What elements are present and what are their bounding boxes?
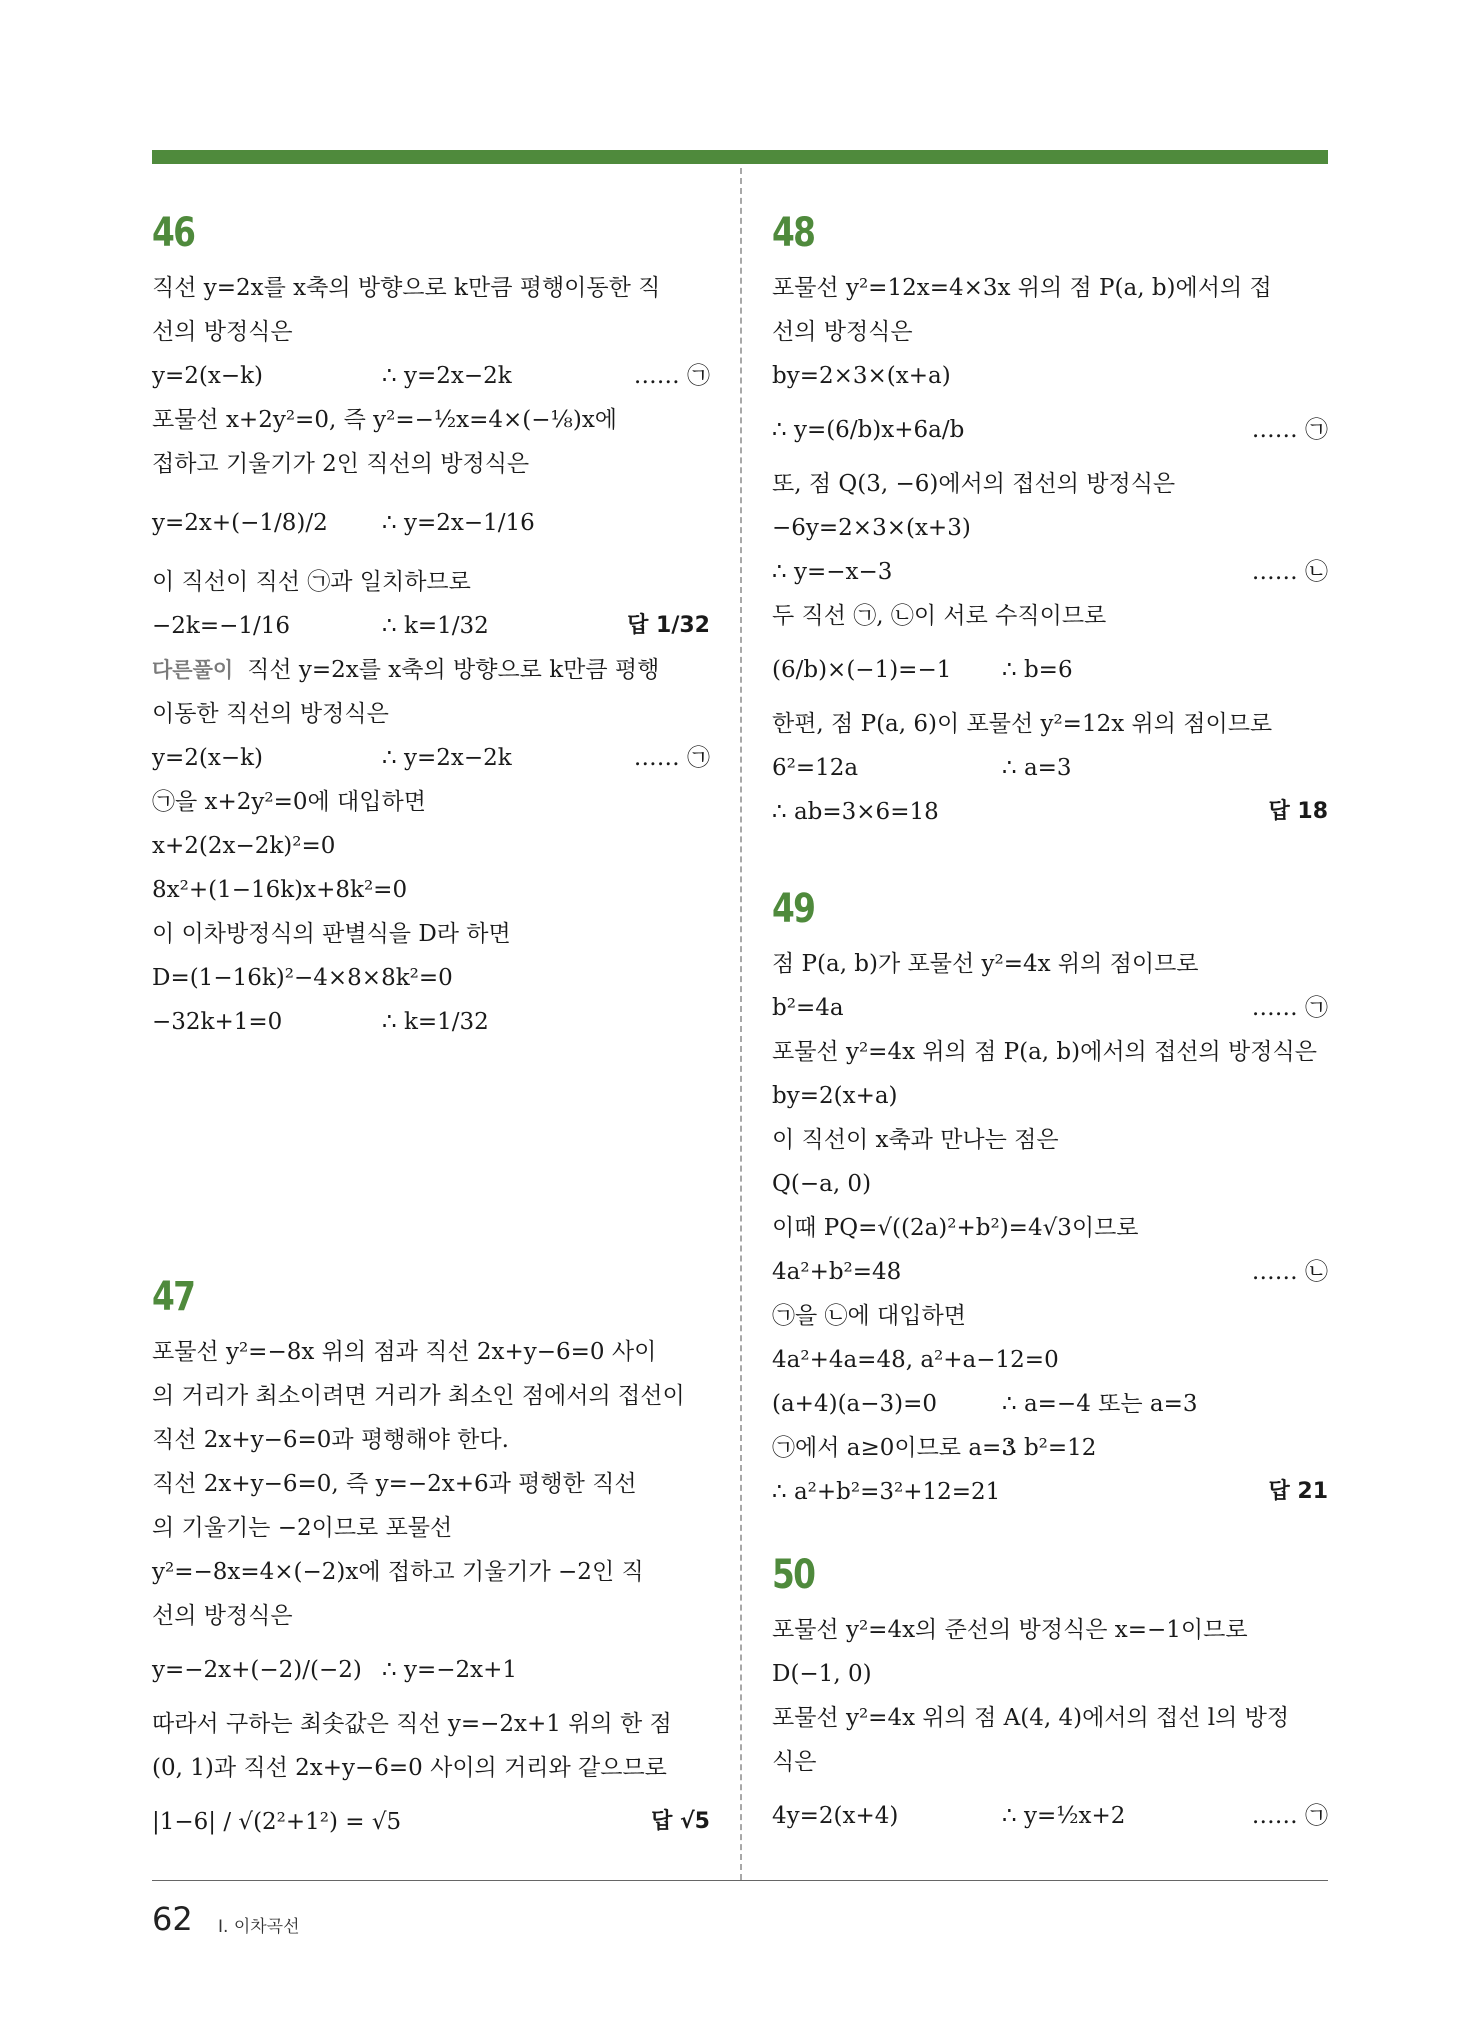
problem-number: 48: [772, 210, 815, 256]
line-text: 포물선 y²=12x=4×3x 위의 점 P(a, b)에서의 접: [772, 275, 1272, 301]
line-text: 포물선 y²=4x 위의 점 A(4, 4)에서의 접선 l의 방정: [772, 1705, 1290, 1731]
line-conclusion: ∴ a=−4 또는 a=3: [1002, 1391, 1198, 1417]
line-text: Q(−a, 0): [772, 1171, 872, 1197]
solution-line: [772, 638, 1328, 702]
line-text: x+2(2x−2k)²=0: [152, 833, 336, 859]
line-conclusion: ∴ y=2x−2k: [382, 363, 512, 389]
line-text: ㉠을 ㉡에 대입하면: [772, 1303, 966, 1329]
solution-line: [152, 310, 710, 354]
solution-line: [152, 1594, 710, 1638]
solution-line: [152, 560, 710, 604]
line-text: 의 거리가 최소이려면 거리가 최소인 점에서의 접선이: [152, 1383, 685, 1409]
line-text: ∴ ab=3×6=18: [772, 799, 939, 825]
line-text: y=2x+(−1/8)/2: [152, 510, 328, 536]
line-conclusion: ∴ y=2x−1/16: [382, 510, 535, 536]
problem-49: [772, 884, 1328, 1514]
line-conclusion: ∴ y=½x+2: [1002, 1803, 1126, 1829]
solution-line: [772, 1074, 1328, 1118]
line-text: 4a²+4a=48, a²+a−12=0: [772, 1347, 1059, 1373]
answer: 답 √5: [651, 1809, 710, 1834]
solution-line: [772, 1294, 1328, 1338]
solution-line: [152, 1000, 710, 1044]
solution-line: [152, 1638, 710, 1702]
line-text: 식은: [772, 1749, 817, 1775]
line-text: by=2(x+a): [772, 1083, 898, 1109]
line-text: 직선 y=2x를 x축의 방향으로 k만큼 평행이동한 직: [152, 275, 661, 301]
solution-line: [152, 736, 710, 780]
line-text: 포물선 x+2y²=0, 즉 y²=−½x=4×(−⅛)x에: [152, 407, 618, 433]
solution-line: [772, 462, 1328, 506]
line-text: ㉠에서 a≥0이므로 a=3: [772, 1435, 1016, 1461]
line-text: ∴ y=−x−3: [772, 559, 893, 585]
equation-marker: …… ㉡: [1251, 1259, 1328, 1285]
line-text: 6²=12a: [772, 755, 859, 781]
solution-line: [772, 1652, 1328, 1696]
answer: 답 21: [1268, 1479, 1328, 1504]
line-text: 직선 2x+y−6=0, 즉 y=−2x+6과 평행한 직선: [152, 1471, 637, 1497]
problem-number: 47: [152, 1274, 195, 1320]
line-text: ㉠을 x+2y²=0에 대입하면: [152, 789, 426, 815]
equation-marker: …… ㉡: [1251, 559, 1328, 585]
solution-line: [772, 1382, 1328, 1426]
solution-line: [772, 594, 1328, 638]
line-text: 선의 방정식은: [152, 319, 293, 345]
answer: 답 18: [1268, 799, 1328, 824]
solution-line: [152, 824, 710, 868]
equation-marker: …… ㉠: [1251, 1803, 1328, 1829]
line-text: 점 P(a, b)가 포물선 y²=4x 위의 점이므로: [772, 951, 1199, 977]
line-conclusion: ∴ k=1/32: [382, 1009, 489, 1035]
solution-line: [152, 604, 710, 648]
line-text: 4y=2(x+4): [772, 1803, 899, 1829]
line-text: 직선 2x+y−6=0과 평행해야 한다.: [152, 1427, 509, 1453]
line-conclusion: ∴ a=3: [1002, 755, 1072, 781]
page-number: 62: [152, 1900, 193, 1938]
solution-line: [152, 1702, 710, 1746]
line-text: 선의 방정식은: [772, 319, 913, 345]
line-text: 또, 점 Q(3, −6)에서의 접선의 방정식은: [772, 471, 1176, 497]
solution-line: [772, 1426, 1328, 1470]
solution-line: [772, 1206, 1328, 1250]
line-text: (6/b)×(−1)=−1: [772, 657, 952, 683]
line-text: 두 직선 ㉠, ㉡이 서로 수직이므로: [772, 603, 1107, 629]
solution-line: [152, 442, 710, 486]
solution-line: [772, 266, 1328, 310]
line-text: 이때 PQ=√((2a)²+b²)=4√3이므로: [772, 1215, 1139, 1241]
solution-line: [152, 912, 710, 956]
equation-marker: …… ㉠: [1251, 995, 1328, 1021]
line-text: y=−2x+(−2)/(−2): [152, 1657, 362, 1683]
line-text: 따라서 구하는 최솟값은 직선 y=−2x+1 위의 한 점: [152, 1711, 672, 1737]
footer-rule: [152, 1880, 1328, 1881]
line-text: −6y=2×3×(x+3): [772, 515, 971, 541]
line-text: 포물선 y²=4x의 준선의 방정식은 x=−1이므로: [772, 1617, 1248, 1643]
line-text: 포물선 y²=4x 위의 점 P(a, b)에서의 접선의 방정식은: [772, 1039, 1317, 1065]
top-accent-bar: [152, 150, 1328, 164]
line-conclusion: ∴ y=−2x+1: [382, 1657, 517, 1683]
line-conclusion: ∴ y=2x−2k: [382, 745, 512, 771]
solution-line: [152, 692, 710, 736]
solution-line: [152, 1374, 710, 1418]
problem-47: [152, 1272, 710, 1854]
line-text: 이 직선이 직선 ㉠과 일치하므로: [152, 569, 471, 595]
line-conclusion: ∴ b²=12: [1002, 1435, 1097, 1461]
chapter-label: Ⅰ. 이차곡선: [218, 1917, 300, 1937]
solution-line: [152, 1550, 710, 1594]
solution-line: [772, 1608, 1328, 1652]
line-text: 포물선 y²=−8x 위의 점과 직선 2x+y−6=0 사이: [152, 1339, 657, 1365]
line-text: 선의 방정식은: [152, 1603, 293, 1629]
line-text: y=2(x−k): [152, 745, 264, 771]
solution-line: [152, 486, 710, 560]
solution-line: [152, 780, 710, 824]
solution-line: [772, 398, 1328, 462]
line-text: D=(1−16k)²−4×8×8k²=0: [152, 965, 453, 991]
line-text: 의 기울기는 −2이므로 포물선: [152, 1515, 453, 1541]
solution-line: [772, 790, 1328, 834]
solution-line: [152, 1790, 710, 1854]
problem-48: [772, 208, 1328, 834]
line-text: b²=4a: [772, 995, 844, 1021]
solution-line: [772, 1740, 1328, 1784]
line-text: 8x²+(1−16k)x+8k²=0: [152, 877, 408, 903]
line-text: 접하고 기울기가 2인 직선의 방정식은: [152, 451, 530, 477]
line-text: 이동한 직선의 방정식은: [152, 701, 389, 727]
solution-line: [772, 942, 1328, 986]
solution-line: [772, 1470, 1328, 1514]
solution-line: [772, 1030, 1328, 1074]
solution-line: [152, 868, 710, 912]
line-text: (0, 1)과 직선 2x+y−6=0 사이의 거리와 같으므로: [152, 1755, 667, 1781]
problem-50: [772, 1550, 1328, 1848]
line-text: ∴ a²+b²=3²+12=21: [772, 1479, 1001, 1505]
line-text: 직선 y=2x를 x축의 방향으로 k만큼 평행: [247, 657, 660, 683]
line-text: ∴ y=(6/b)x+6a/b: [772, 417, 965, 443]
line-text: −2k=−1/16: [152, 613, 291, 639]
line-text: 4a²+b²=48: [772, 1259, 902, 1285]
line-text: 이 직선이 x축과 만나는 점은: [772, 1127, 1059, 1153]
solution-line: [152, 1418, 710, 1462]
solution-line: [152, 354, 710, 398]
solution-line: [772, 746, 1328, 790]
solution-line: [772, 550, 1328, 594]
equation-marker: …… ㉠: [633, 363, 710, 389]
line-text: by=2×3×(x+a): [772, 363, 951, 389]
line-text: (a+4)(a−3)=0: [772, 1391, 938, 1417]
line-text: 한편, 점 P(a, 6)이 포물선 y²=12x 위의 점이므로: [772, 711, 1273, 737]
line-conclusion: ∴ k=1/32: [382, 613, 489, 639]
line-conclusion: ∴ b=6: [1002, 657, 1073, 683]
line-text: |1−6| / √(2²+1²) = √5: [152, 1809, 402, 1835]
line-text: y²=−8x=4×(−2)x에 접하고 기울기가 −2인 직: [152, 1559, 644, 1585]
problem-number: 49: [772, 886, 815, 932]
solution-line: [772, 1696, 1328, 1740]
solution-line: [152, 266, 710, 310]
solution-line: [772, 1162, 1328, 1206]
line-text: 이 이차방정식의 판별식을 D라 하면: [152, 921, 511, 947]
solution-line: [772, 1338, 1328, 1382]
solution-line: [152, 1330, 710, 1374]
solution-line: [152, 1506, 710, 1550]
line-text: y=2(x−k): [152, 363, 264, 389]
solution-line: [772, 1250, 1328, 1294]
solution-line: [772, 702, 1328, 746]
problem-46: [152, 208, 710, 1044]
alt-solution-label: 다른풀이: [152, 658, 234, 682]
solution-line: [152, 1462, 710, 1506]
solution-line: [772, 354, 1328, 398]
answer: 답 1/32: [627, 613, 710, 638]
solution-line: [772, 310, 1328, 354]
solution-line: [772, 986, 1328, 1030]
solution-line: [772, 1118, 1328, 1162]
line-text: D(−1, 0): [772, 1661, 872, 1687]
problem-number: 46: [152, 210, 195, 256]
solution-line: [772, 506, 1328, 550]
solution-line: [152, 1746, 710, 1790]
solution-line: [152, 398, 710, 442]
solution-line: [152, 648, 710, 692]
problem-number: 50: [772, 1552, 815, 1598]
equation-marker: …… ㉠: [1251, 417, 1328, 443]
column-divider: [740, 168, 742, 1880]
line-text: −32k+1=0: [152, 1009, 283, 1035]
equation-marker: …… ㉠: [633, 745, 710, 771]
solution-line: [152, 956, 710, 1000]
solution-line: [772, 1784, 1328, 1848]
